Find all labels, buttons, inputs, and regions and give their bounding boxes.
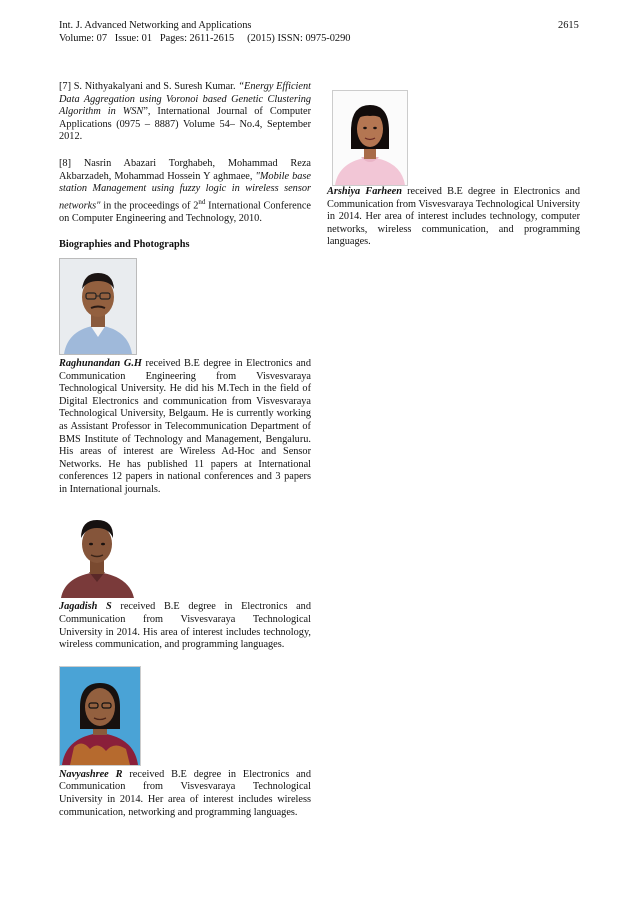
- bio-jagadish: [59, 601, 311, 651]
- bio-arshiya: [327, 186, 580, 249]
- section-heading: Biographies and Photographs: [59, 239, 190, 251]
- reference-7-source: ”, International Journal of Computer Applications (0975 – 8887) Volume 54– No.4, September 2012.: [59, 106, 312, 143]
- photo-navyashree: [59, 666, 141, 766]
- reference-7: [59, 81, 311, 144]
- bio-name: Jagadish S: [59, 601, 112, 613]
- journal-name: Int. J. Advanced Networking and Applications: [59, 20, 252, 31]
- bio-text: received B.E degree in Electronics and Communication from Visvesvaraya Technological University in 2014. Her area of interest includes technology, computer networks, wireless communication, and programming languages.: [327, 186, 580, 248]
- right-column: [327, 90, 580, 263]
- reference-8: [59, 158, 311, 225]
- photo-raghunandan: [59, 258, 137, 355]
- page-number: 2615: [558, 20, 579, 31]
- reference-7-title: “Energy Efficient Data Aggregation using Voronoi based Genetic Clustering Algorithm in WSN: [59, 81, 311, 118]
- reference-8-title: "Mobile base station Management using fuzzy logic in wireless sensor networks": [59, 170, 311, 212]
- left-column: [59, 81, 311, 833]
- reference-8-authors: [8] Nasrin Abazari Torghabeh, Mohammad Reza Akbarzadeh, Mohammad Hossein Y aghmaee,: [59, 157, 311, 182]
- photo-arshiya: [332, 90, 408, 186]
- reference-8-source-cont: International Conference on Computer Engineering and Technology, 2010.: [59, 200, 311, 224]
- reference-8-source: in the proceedings of 2: [100, 200, 199, 212]
- bio-text: received B.E degree in Electronics and Communication from Visvesvaraya Technological University in 2014. His area of interest includes technology, wireless communication, and programming languages.: [59, 601, 311, 651]
- photo-jagadish: [59, 510, 136, 598]
- bio-text: received B.E degree in Electronics and Communication Engineering from Visvesvaraya Technological University. He did his M.Tech in the field of Digital Electronics and communication from Visvesvaraya Technological University, Belgaum. He is currently working as Assistant Professor in Telecommunication Department of BMS Institute of Technology and Management, Bengaluru. His areas of interest are Wireless Ad-Hoc and Sensor Networks. He has published 11 papers at International conferences 12 papers in national conferences and 3 papers in International journals.: [59, 357, 311, 495]
- bio-navyashree: [59, 769, 311, 819]
- bio-name: Navyashree R: [59, 768, 123, 780]
- reference-7-authors: [7] S. Nithyakalyani and S. Suresh Kumar.: [59, 81, 239, 92]
- bio-name: Arshiya Farheen: [327, 186, 402, 197]
- bio-raghunandan: [59, 358, 311, 497]
- bio-text: received B.E degree in Electronics and Communication from Visvesvaraya Technological University in 2014. Her area of interest includes wireless communication, networking and programming languages.: [59, 768, 311, 818]
- running-header: [59, 19, 351, 45]
- volume-issue-line: Volume: 07 Issue: 01 Pages: 2611-2615 (2015) ISSN: 0975-0290: [59, 33, 351, 44]
- bio-name: Raghunandan G.H: [59, 357, 142, 369]
- reference-8-superscript: nd: [198, 197, 206, 206]
